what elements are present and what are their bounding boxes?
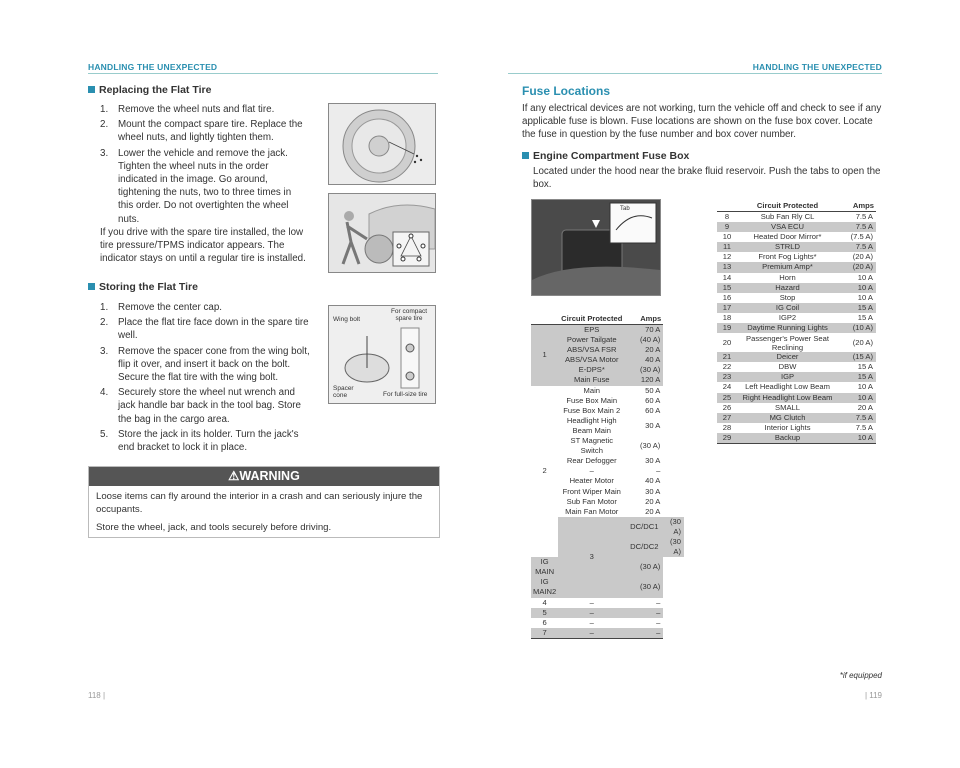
spare-tire-well-illustration (328, 305, 436, 404)
header-rule-left (88, 73, 438, 74)
circuit-cell: – (589, 597, 594, 607)
fuse-row (717, 323, 876, 333)
step-item (100, 147, 305, 226)
amps-cell: 30 A (645, 456, 661, 466)
fuse-row (531, 608, 684, 618)
amps-cell: (30 A) (625, 577, 663, 597)
circuit-cell: Heated Door Mirror* (753, 232, 822, 242)
warning-triangle-icon: ⚠ (228, 469, 240, 483)
fuse-row (717, 222, 876, 232)
amps-cell: 20 A (625, 345, 663, 355)
fuse-number: 8 (724, 212, 730, 221)
step-number: 4. (100, 387, 109, 399)
amps-cell: 120 A (625, 375, 663, 385)
amps-cell: 70 A (625, 325, 663, 336)
warning-box (88, 466, 440, 538)
step-item (100, 316, 310, 342)
step-number: 1. (100, 104, 109, 115)
fuse-row (717, 303, 876, 313)
fuse-number: 7 (531, 628, 558, 639)
fuse-number: 14 (722, 272, 732, 282)
amps-cell: 10 A (857, 382, 873, 392)
fuse-row (717, 403, 876, 413)
fuse-row (531, 628, 684, 639)
step-number: 3. (100, 345, 109, 357)
step-item (100, 428, 310, 454)
fuse-row (531, 598, 684, 608)
fuse-table-1 (531, 312, 684, 639)
fuse-row (717, 293, 876, 303)
circuit-cell: MG Clutch (737, 413, 838, 423)
step-number: 3. (100, 147, 109, 159)
fuse-row (717, 423, 876, 433)
fuse-number: 11 (717, 242, 737, 252)
circuit-cell: IGP (737, 372, 838, 382)
amps-cell: 7.5 A (855, 422, 873, 432)
circuit-cell: STRLD (737, 242, 838, 252)
warning-line: Store the wheel, jack, and tools securely before driving. (96, 522, 332, 533)
circuit-cell: VSA ECU (737, 222, 838, 232)
circuit-cell: – (589, 466, 594, 476)
amps-cell: 10 A (838, 283, 876, 293)
tab-label: Tab (620, 206, 630, 212)
circuit-cell: Daytime Running Lights (737, 323, 838, 333)
step-text: Remove the spacer cone from the wing bolt, flip it over, and insert it back on the bolt. Secure the flat tire with the wing bolt. (118, 345, 310, 384)
fuse-row (531, 386, 684, 396)
circuit-cell: Headlight High Beam Main (566, 415, 617, 435)
circuit-cell: Front Fog Lights* (758, 252, 817, 262)
circuit-cell: Premium Amp* (737, 262, 838, 272)
fuse-row (717, 252, 876, 262)
fuse-number: 27 (717, 413, 737, 423)
amps-cell: 10 A (857, 292, 873, 302)
fuse-row (717, 382, 876, 392)
circuit-header: Circuit Protected (558, 312, 625, 325)
warning-body (89, 486, 439, 543)
circuit-cell: – (558, 608, 625, 618)
amps-cell: 60 A (645, 395, 661, 405)
circuit-cell: Passenger's Power Seat Reclining (746, 333, 829, 352)
circuit-cell: Right Headlight Low Beam (737, 393, 838, 403)
car-jack-icon (329, 194, 435, 272)
step-text: Remove the center cap. (118, 302, 223, 313)
fuse-number: 17 (717, 303, 737, 313)
fuse-number: 15 (717, 283, 737, 293)
circuit-cell: Stop (779, 292, 796, 302)
full-size-label: For full-size tire (383, 391, 428, 398)
amps-cell: 10 A (857, 272, 873, 282)
amps-cell: 20 A (645, 506, 661, 516)
fuse-locations-title: Fuse Locations (522, 84, 611, 98)
fuse-number: 18 (722, 312, 732, 322)
replace-steps-list (100, 103, 305, 228)
fuse-number: 23 (717, 372, 737, 382)
amps-header: Amps (625, 312, 663, 325)
amps-cell: 10 A (838, 433, 876, 444)
fuse-number: 16 (722, 292, 732, 302)
section-square-icon (522, 152, 529, 159)
circuit-cell: Backup (737, 433, 838, 444)
warning-header: ⚠WARNING (89, 467, 439, 486)
fuse-row (717, 273, 876, 283)
engine-fuse-box-text: Located under the hood near the brake fluid reservoir. Push the tabs to open the box. (533, 166, 881, 191)
page-number-right: | 119 (864, 691, 882, 700)
circuit-cell: Rear Defogger (566, 456, 617, 466)
circuit-cell: Interior Lights (764, 422, 811, 432)
amps-cell: (40 A) (625, 335, 663, 345)
step-item (100, 301, 310, 314)
circuit-cell: EPS (558, 325, 625, 336)
circuit-cell: Front Wiper Main (562, 486, 621, 496)
page-number-left: 118 | (88, 691, 106, 700)
step-text: Lower the vehicle and remove the jack. Tighten the wheel nuts in the order indicated in the image. Go around, tightening the nuts, two to three times in this order. Do not overtighten the wheel nuts. (118, 147, 292, 225)
section-square-icon (88, 283, 95, 290)
fuse-number: 5 (531, 608, 558, 618)
circuit-cell: – (589, 617, 594, 627)
amps-cell: (30 A) (663, 517, 684, 537)
step-text: Remove the wheel nuts and flat tire. (118, 104, 275, 115)
step-number: 2. (100, 317, 109, 329)
fuse-number: 24 (722, 382, 732, 392)
amps-cell: (20 A) (852, 252, 873, 262)
circuit-cell: Left Headlight Low Beam (745, 382, 830, 392)
amps-cell: 7.5 A (855, 212, 873, 221)
fuse-row (531, 618, 684, 628)
fuse-row (531, 325, 684, 336)
circuit-cell: IG MAIN2 (533, 577, 557, 597)
fuse-row (717, 352, 876, 362)
circuit-cell: SMALL (775, 402, 800, 412)
amps-cell: 60 A (645, 405, 661, 415)
wheel-illustration-icon (329, 104, 435, 184)
fuse-number: 6 (542, 617, 547, 627)
amps-cell: – (625, 608, 663, 618)
amps-cell: 20 A (645, 496, 661, 506)
warning-line: Loose items can fly around the interior in a crash and can seriously injure the occupants. (96, 491, 423, 515)
circuit-cell: DC/DC2 (625, 537, 663, 557)
amps-cell: (30 A) (640, 441, 661, 451)
wheel-nuts-illustration (328, 103, 436, 185)
step-number: 5. (100, 428, 109, 440)
running-header-right: HANDLING THE UNEXPECTED (752, 62, 882, 72)
storing-section-title: Storing the Flat Tire (88, 281, 198, 293)
fuse-row (717, 313, 876, 323)
tpms-note: If you drive with the spare tire installed, the low tire pressure/TPMS indicator appears. The indicator stays on until a regular tire is installed. (100, 227, 306, 265)
fuse-row (717, 262, 876, 272)
circuit-cell: Fuse Box Main (566, 395, 618, 405)
fuse-row (717, 413, 876, 423)
fuse-box-photo-icon (532, 200, 660, 295)
amps-cell: 15 A (838, 303, 876, 313)
store-steps-list (100, 301, 310, 456)
fuse-number: 13 (717, 262, 737, 272)
fuse-number: 2 (542, 466, 547, 476)
fuse-table-2 (717, 199, 876, 444)
compact-spare-label: For compact spare tire (390, 308, 428, 322)
fuse-number: 12 (722, 252, 732, 262)
amps-cell: 50 A (645, 385, 661, 395)
amps-cell: 20 A (857, 402, 873, 412)
circuit-cell: Main Fuse (558, 375, 625, 385)
amps-cell: 30 A (645, 486, 661, 496)
amps-cell: (20 A) (852, 337, 873, 347)
amps-header: Amps (838, 199, 876, 212)
fuse-row (717, 242, 876, 252)
amps-cell: 7.5 A (838, 413, 876, 423)
engine-fuse-box-photo (531, 199, 661, 296)
fuse-number-header (531, 312, 558, 325)
circuit-cell: IG MAIN (531, 557, 558, 577)
amps-cell: 15 A (838, 372, 876, 382)
circuit-cell: Power Tailgate (558, 335, 625, 345)
section-square-icon (88, 86, 95, 93)
fuse-number: 3 (558, 517, 625, 598)
amps-cell: (30 A) (663, 537, 684, 557)
step-number: 1. (100, 302, 109, 313)
fuse-row (717, 212, 876, 223)
circuit-cell: DBW (778, 362, 797, 372)
amps-cell: (30 A) (625, 365, 663, 375)
fuse-row (717, 362, 876, 372)
fuse-number: 22 (722, 362, 732, 372)
fuse-number-header (717, 199, 737, 212)
fuse-number: 28 (722, 422, 732, 432)
circuit-cell: Deicer (737, 352, 838, 362)
amps-cell: 10 A (838, 393, 876, 403)
fuse-number: 4 (542, 597, 547, 607)
fuse-number: 29 (717, 433, 737, 444)
fuse-number: 9 (717, 222, 737, 232)
amps-cell: (30 A) (625, 557, 663, 577)
fuse-row (717, 433, 876, 444)
circuit-cell: IGP2 (778, 312, 797, 322)
step-item (100, 386, 310, 426)
circuit-cell: Main (583, 385, 600, 395)
amps-cell: 7.5 A (838, 222, 876, 232)
wing-bolt-label: Wing bolt (333, 316, 361, 323)
amps-cell: – (656, 617, 661, 627)
amps-cell: – (625, 628, 663, 639)
circuit-cell: ABS/VSA FSR (558, 345, 625, 355)
fuse-row (717, 283, 876, 293)
step-text: Mount the compact spare tire. Replace the wheel nuts, and lightly tighten them. (118, 119, 303, 144)
circuit-cell: Heater Motor (569, 476, 614, 486)
circuit-cell: ABS/VSA Motor (558, 355, 625, 365)
fuse-row (717, 333, 876, 352)
circuit-cell: IG Coil (737, 303, 838, 313)
amps-cell: 15 A (857, 312, 873, 322)
step-text: Securely store the wheel nut wrench and jack handle bar back in the tool bag. Store the bag in the cargo area. (118, 387, 301, 425)
amps-cell: 15 A (857, 362, 873, 372)
replacing-section-title: Replacing the Flat Tire (88, 84, 211, 96)
if-equipped-footnote: *if equipped (839, 671, 882, 680)
amps-cell: – (656, 466, 661, 476)
circuit-cell: – (558, 628, 625, 639)
circuit-cell: DC/DC1 (625, 517, 663, 537)
amps-cell: (10 A) (838, 323, 876, 333)
fuse-number: 10 (722, 232, 732, 242)
step-item (100, 345, 310, 385)
fuse-number: 20 (722, 337, 732, 347)
amps-cell: 30 A (645, 420, 661, 430)
spacer-cone-label: Spacer cone (333, 385, 354, 399)
amps-cell: – (656, 597, 661, 607)
amps-cell: 7.5 A (838, 242, 876, 252)
step-text: Store the jack in its holder. Turn the jack's end bracket to lock it in place. (118, 428, 299, 454)
amps-cell: 40 A (625, 355, 663, 365)
circuit-cell: Fuse Box Main 2 (563, 405, 621, 415)
step-text: Place the flat tire face down in the spare tire well. (118, 317, 309, 342)
circuit-cell: Sub Fan Rly CL (760, 212, 815, 221)
step-number: 2. (100, 119, 109, 131)
running-header-left: HANDLING THE UNEXPECTED (88, 62, 218, 72)
fuse-number: 1 (531, 325, 558, 386)
step-item (100, 118, 305, 144)
fuse-number: 26 (722, 402, 732, 412)
circuit-cell: Hazard (737, 283, 838, 293)
fuse-row (717, 393, 876, 403)
amps-cell: 40 A (645, 476, 661, 486)
fuse-row (717, 372, 876, 382)
circuit-cell: ST Magnetic Switch (570, 436, 613, 456)
engine-fuse-box-title: Engine Compartment Fuse Box (522, 150, 689, 162)
circuit-cell: Sub Fan Motor (566, 496, 617, 506)
jack-illustration (328, 193, 436, 273)
fuse-number: 21 (717, 352, 737, 362)
circuit-header: Circuit Protected (737, 199, 838, 212)
circuit-cell: E-DPS* (558, 365, 625, 375)
circuit-cell: Main Fan Motor (565, 506, 619, 516)
fuse-row (717, 232, 876, 242)
amps-cell: (15 A) (838, 352, 876, 362)
amps-cell: (20 A) (838, 262, 876, 272)
amps-cell: (7.5 A) (850, 232, 873, 242)
step-item (100, 103, 305, 116)
fuse-number: 25 (717, 393, 737, 403)
circuit-cell: Horn (779, 272, 796, 282)
header-rule-right (508, 73, 882, 74)
fuse-intro: If any electrical devices are not working, turn the vehicle off and check to see if any applicable fuse is blown. Fuse locations are shown on the fuse box cover. Locate the fuse in question by the fuse number and box cover number. (522, 103, 882, 141)
fuse-number: 19 (717, 323, 737, 333)
